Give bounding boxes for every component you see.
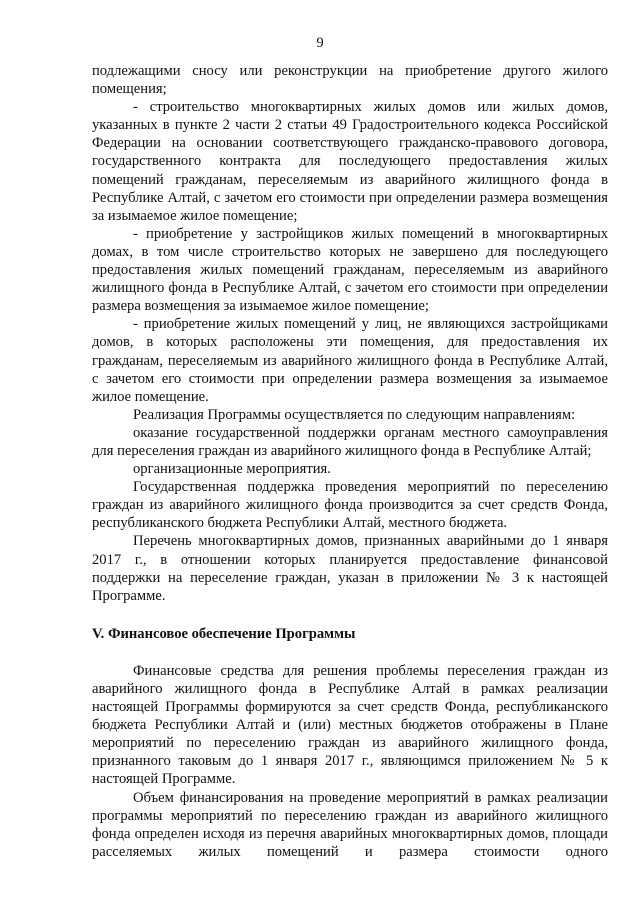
section-heading: V. Финансовое обеспечение Программы [92, 625, 356, 642]
paragraph: организационные мероприятия. [133, 461, 331, 478]
paragraph: Перечень многоквартирных домов, признанных аварийными до 1 января 2017 г., в отношении которых планируется предоставление финансовой поддержки на переселение граждан, указан в приложении № 3 к настоящей Программе. [92, 533, 608, 604]
paragraph: оказание государственной поддержки органам местного самоуправления для переселения граждан из аварийного жилищного фонда в Республике Алтай; [92, 424, 608, 459]
document-body [92, 62, 608, 861]
paragraphs-bottom [92, 662, 608, 861]
page-number: 9 [316, 35, 324, 51]
paragraph: Финансовые средства для решения проблемы переселения граждан из аварийного жилищного фонда в Республике Алтай в рамках реализации настоящей Программы формируются за счет средств Фонда, республиканского бюджета Республики Алтай и (или) местных бюджетов отображены в Плане мероприятий по переселению граждан из аварийного жилищного фонда, признанного таковым до 1 января 2017 г., являющимся приложением № 5 к настоящей Программе. [92, 662, 608, 788]
paragraph: - приобретение жилых помещений у лиц, не являющихся застройщиками домов, в которых расположены эти помещения, для предоставления их гражданам, переселяемым из аварийного жилищного фонда в Республике Алтай, с зачетом его стоимости при определении размера возмещения за изымаемое жилое помещение. [92, 316, 608, 405]
paragraph: - строительство многоквартирных жилых домов или жилых домов, указанных в пункте 2 части 2 статьи 49 Градостроительного кодекса Российской Федерации на основании соответствующего гражданско-правового договора, государственного контракта для последующего предоставления жилых помещений гражданам, переселяемым из аварийного жилищного фонда в Республике Алтай, с зачетом его стоимости при определении размера возмещения за изымаемое жилое помещение; [92, 99, 608, 224]
paragraph: Реализация Программы осуществляется по следующим направлениям: [133, 406, 576, 423]
paragraph: Государственная поддержка проведения мероприятий по переселению граждан из аварийного жилищного фонда производится за счет средств Фонда, республиканского бюджета Республики Алтай, местного бюджета. [92, 479, 608, 532]
paragraph-continued: Объем финансирования на проведение мероприятий в рамках реализации программы мероприятий по переселению граждан из аварийного жилищного фонда определен исходя из перечня аварийных многоквартирных домов, площади расселяемых жилых помещений и размера стоимости одного [92, 789, 608, 860]
paragraph: - приобретение у застройщиков жилых помещений в многоквартирных домах, в том числе строительство которых не завершено для последующего предоставления жилых помещений гражданам, переселяемым из аварийного жилищного фонда в Республике Алтай, с зачетом его стоимости при определении размера возмещения за изымаемое жилое помещение; [92, 225, 608, 315]
paragraphs-top [92, 62, 608, 605]
paragraph: подлежащими сносу или реконструкции на приобретение другого жилого помещения; [92, 63, 608, 98]
